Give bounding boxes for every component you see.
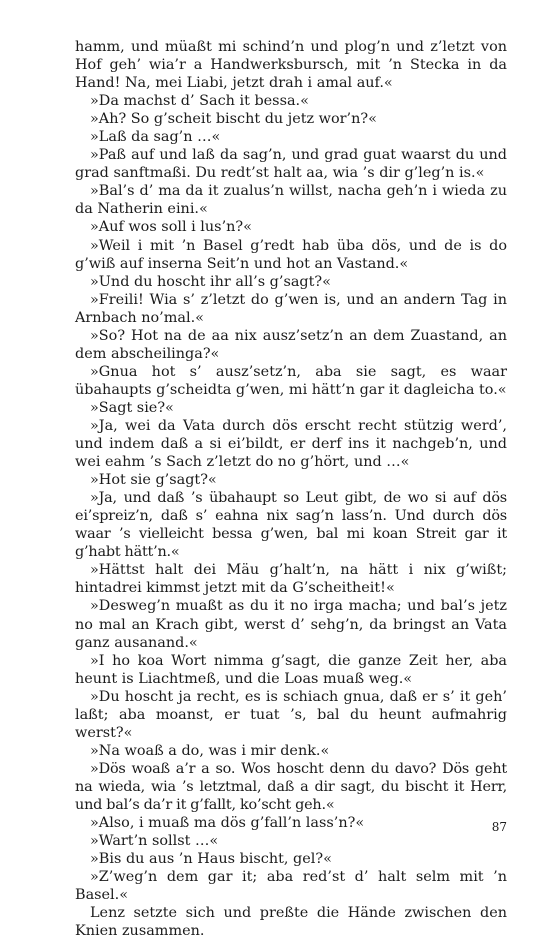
paragraph: »Ja, wei da Vata durch dös erscht recht stützig werd’, und indem daß a si ei’bildt, er derf ins it nachgeb’n, und wei eahm ’s Sach z’letzt do no g’hört, und …« [75, 417, 507, 471]
paragraph: »Na woaß a do, was i mir denk.« [90, 742, 330, 759]
paragraph: »Ah? So g’scheit bischt du jetz wor’n?« [90, 111, 377, 128]
paragraph: »Ja, und daß ’s übahaupt so Leut gibt, de wo si auf dös ei’spreiz’n, daß s’ eahna nix sag’n lass’n. Und durch dös waar ’s vielleicht bessa g’wen, bal mi koan Streit gar it g’habt hätt’n.« [75, 490, 507, 561]
page-text-block [75, 38, 507, 940]
paragraph: »Hot sie g’sagt?« [90, 472, 217, 489]
paragraph: Lenz setzte sich und preßte die Hände zwischen den Knien zusammen. [75, 905, 507, 940]
paragraph: »Laß da sag’n …« [90, 129, 221, 146]
paragraph: »Paß auf und laß da sag’n, und grad guat waarst du und grad sanftmaßi. Du redt’st halt aa, wia ’s dir g’leg’n is.« [75, 147, 507, 182]
paragraph: »Wart’n sollst …« [90, 833, 219, 850]
paragraph: hamm, und müaßt mi schind’n und plog’n und z’letzt von Hof geh’ wia’r a Handwerksbursch, mit ’n Stecka in da Hand! Na, mei Liabi, jetzt drah i amal auf.« [75, 39, 507, 92]
paragraph: »Dös woaß a’r a so. Wos hoscht denn du davo? Dös geht na wieda, wia ’s letztmal, daß a dir sagt, du bischt it Herr, und bal’s da’r it g’fallt, ko’scht geh.« [75, 760, 507, 813]
paragraph: »Freili! Wia s’ z’letzt do g’wen is, und an andern Tag in Arnbach no’mal.« [75, 291, 507, 326]
paragraph: »Z’weg’n dem gar it; aba red’st d’ halt selm mit ’n Basel.« [75, 869, 507, 904]
paragraph: »So? Hot na de aa nix ausz’setz’n an dem Zuastand, an dem abscheilinga?« [75, 327, 507, 362]
paragraph: »Weil i mit ’n Basel g’redt hab üba dös, und de is do g’wiß auf inserna Seit’n und hot an Vastand.« [75, 237, 507, 272]
paragraph: »Bis du aus ’n Haus bischt, gel?« [90, 851, 332, 868]
paragraph: »Also, i muaß ma dös g’fall’n lass’n?« [90, 815, 365, 832]
paragraph: »Sagt sie?« [90, 399, 174, 416]
paragraph: »Bal’s d’ ma da it zualus’n willst, nacha geh’n i wieda zu da Natherin eini.« [75, 183, 507, 218]
paragraph: »Da machst d’ Sach it bessa.« [90, 93, 309, 110]
paragraph: »Auf wos soll i lus’n?« [90, 219, 252, 236]
paragraph: »Du hoscht ja recht, es is schiach gnua, daß er s’ it geh’ laßt; aba moanst, er tuat ’s, bal du heunt aufmahrig werst?« [75, 688, 507, 741]
paragraph: »Desweg’n muaßt as du it no irga macha; und bal’s jetz no mal an Krach gibt, werst d’ sehg’n, da bringst an Vata ganz ausanand.« [75, 598, 507, 651]
paragraph: »Und du hoscht ihr all’s g’sagt?« [90, 273, 331, 290]
paragraph: »Hättst halt dei Mäu g’halt’n, na hätt i nix g’wißt; hintadrei kimmst jetzt mit da G’scheitheit!« [75, 562, 507, 597]
page-number: 87 [491, 820, 507, 834]
paragraph: »Gnua hot s’ ausz’setz’n, aba sie sagt, es waar übahaupts g’scheidta g’wen, mi hätt’n gar it dagleicha to.« [75, 363, 507, 398]
paragraph: »I ho koa Wort nimma g’sagt, die ganze Zeit her, aba heunt is Liachtmeß, und die Loas muaß weg.« [75, 652, 507, 687]
